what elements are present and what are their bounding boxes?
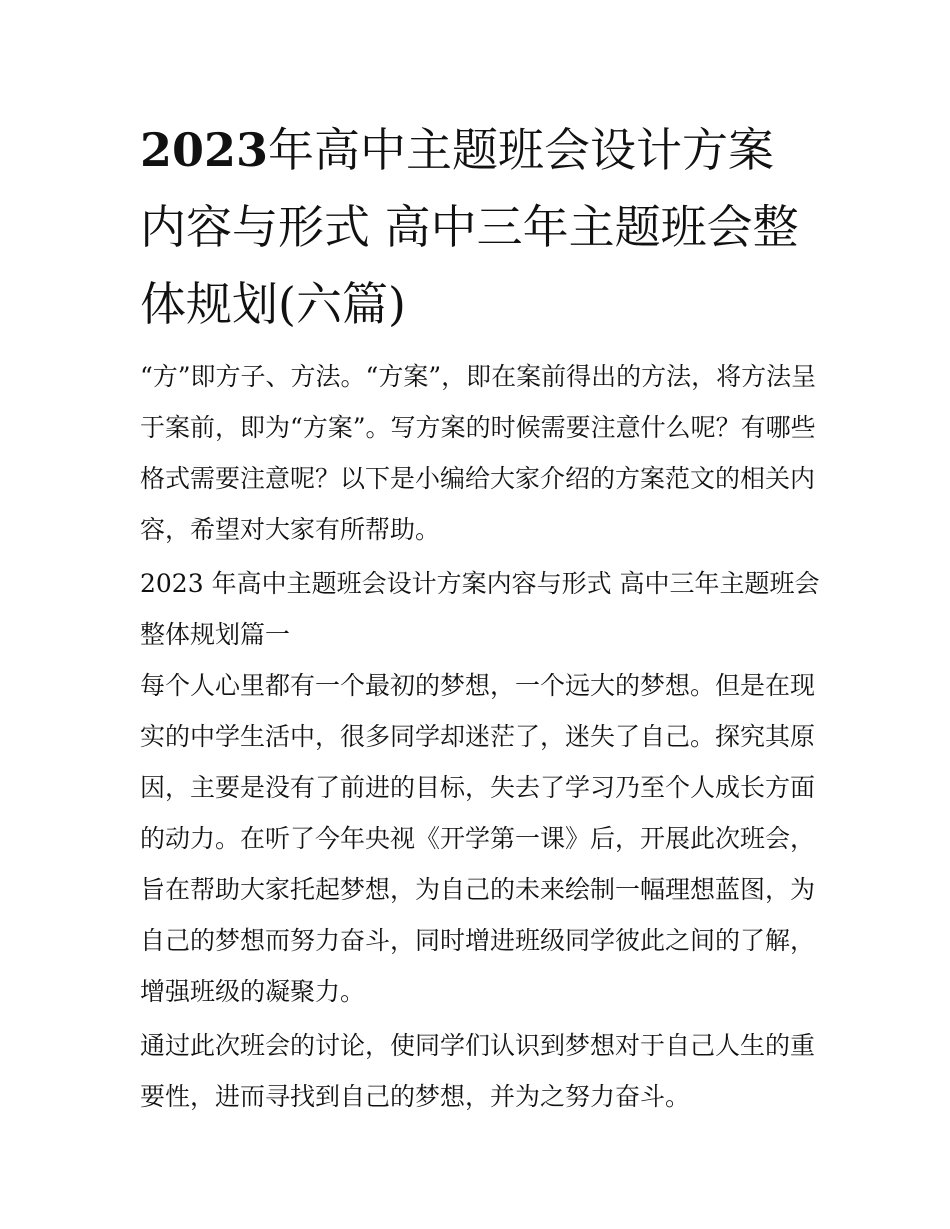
title-year: 2023 bbox=[140, 123, 269, 177]
intro-paragraph: “方”即方子、方法。“方案”，即在案前得出的方法，将方法呈于案前，即为“方案”。写方案的时候需要注意什么呢？有哪些格式需要注意呢？以下是小编给大家介绍的方案范文的相关内容，希望对大家有所帮助。 bbox=[140, 362, 817, 544]
document-body bbox=[140, 351, 820, 1122]
document-title bbox=[140, 112, 820, 343]
document-content bbox=[140, 112, 820, 1122]
title-text: 年高中主题班会设计方案内容与形式 高中三年主题班会整体规划(六篇) bbox=[140, 123, 799, 331]
body-paragraph-1: 每个人心里都有一个最初的梦想，一个远大的梦想。但是在现实的中学生活中，很多同学却迷茫了，迷失了自己。探究其原因，主要是没有了前进的目标，失去了学习乃至个人成长方面的动力。在听了今年央视《开学第一课》后，开展此次班会，旨在帮助大家托起梦想，为自己的未来绘制一幅理想蓝图，为自己的梦想而努力奋斗，同时增进班级同学彼此之间的了解，增强班级的凝聚力。 bbox=[140, 671, 816, 1006]
section-heading: 2023 年高中主题班会设计方案内容与形式 高中三年主题班会整体规划篇一 bbox=[140, 569, 820, 649]
body-paragraph-2: 通过此次班会的讨论，使同学们认识到梦想对于自己人生的重要性，进而寻找到自己的梦想，并为之努力奋斗。 bbox=[140, 1031, 816, 1111]
